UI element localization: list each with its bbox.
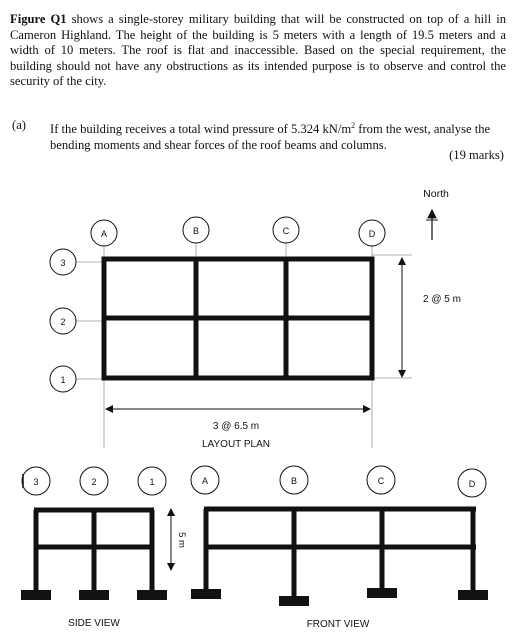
side-view-title: SIDE VIEW: [68, 618, 120, 629]
svg-text:B: B: [192, 226, 200, 236]
svg-text:A: A: [100, 229, 108, 239]
intro-text: shows a single-storey military building that will be constructed on top of a hill in Cameron Highland. The height of the building is 5 meters with a length of 19.5 meters and a width of 10 meters. The roof is flat and inaccessible. Based on the special requirement, the building should not have any obstructions as its intended purpose is to observe and control the security of the city.: [10, 12, 507, 89]
front-bubble-C: [367, 466, 395, 494]
svg-text:B: B: [290, 476, 298, 486]
dim-horizontal-label: 3 @ 6.5 m: [212, 421, 260, 432]
side-footings: [21, 590, 167, 600]
svg-text:1: 1: [60, 375, 66, 385]
north-label: North: [423, 188, 449, 200]
svg-text:2: 2: [60, 317, 66, 327]
grid-bubble-A: [91, 220, 117, 246]
plan-grid: [104, 259, 372, 378]
side-view: [21, 467, 187, 629]
part-question: If the building receives a total wind pressure of 5.324 $kN/m^2$ from the west, analyse the bending moments and shear forces of the roof beams and columns.: [50, 121, 491, 152]
exponent: 2: [351, 121, 356, 130]
grid-bubble-2: [50, 308, 76, 334]
layout-plan: [50, 188, 461, 450]
grid-bubble-1: [50, 366, 76, 392]
svg-text:2: 2: [91, 477, 97, 487]
side-frame: [34, 510, 154, 592]
svg-text:3: 3: [33, 477, 39, 487]
height-dim-label: 5 m: [176, 532, 187, 548]
svg-text:3: 3: [60, 258, 66, 268]
side-bubble-3: [22, 467, 50, 495]
svg-text:A: A: [201, 476, 209, 486]
dim-vertical-label: 2 @ 5 m: [423, 294, 461, 305]
svg-text:D: D: [368, 229, 376, 239]
front-bubble-B: [280, 466, 308, 494]
front-view: [191, 466, 488, 630]
svg-text:1: 1: [149, 477, 155, 487]
part-label: (a): [12, 118, 26, 132]
front-frame: [204, 509, 476, 598]
layout-plan-title: LAYOUT PLAN: [202, 439, 270, 450]
grid-bubble-D: [359, 220, 385, 246]
svg-text:D: D: [468, 479, 476, 489]
figure-reference: Figure Q1: [10, 12, 67, 26]
marks: (19 marks): [449, 148, 504, 162]
front-view-title: FRONT VIEW: [306, 619, 370, 630]
svg-text:C: C: [282, 226, 290, 236]
front-bubble-A: [191, 466, 219, 494]
grid-bubble-C: [273, 217, 299, 243]
grid-bubble-3: [50, 249, 76, 275]
grid-bubble-B: [183, 217, 209, 243]
side-bubble-1: [138, 467, 166, 495]
front-footings: [191, 588, 488, 606]
side-bubble-2: [80, 467, 108, 495]
svg-text:C: C: [377, 476, 385, 486]
front-bubble-D: [458, 469, 486, 497]
